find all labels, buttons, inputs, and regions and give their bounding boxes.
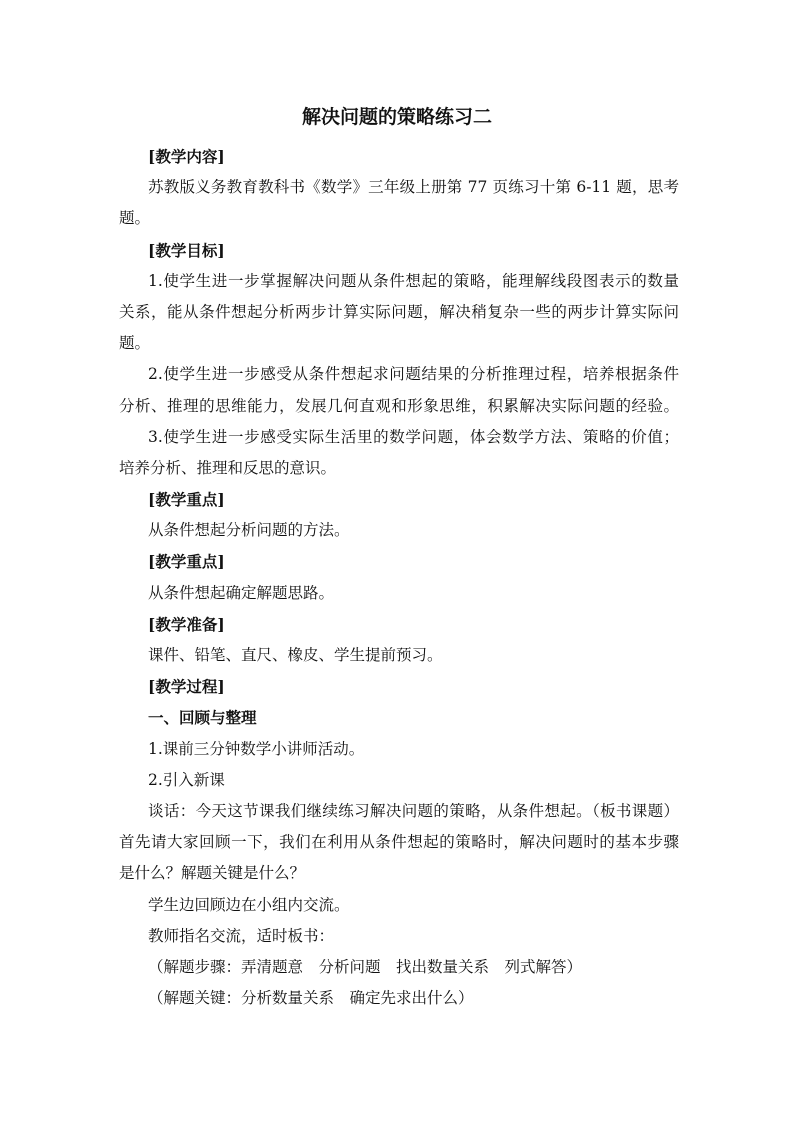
text-line: 从条件想起确定解题思路。 bbox=[148, 583, 335, 602]
text-line: 2.引入新课 bbox=[148, 770, 225, 789]
section-heading: [教学重点] bbox=[148, 490, 225, 510]
text-line: 课件、铅笔、直尺、橡皮、学生提前预习。 bbox=[148, 646, 443, 664]
section-heading: 一、回顾与整理 bbox=[148, 708, 257, 728]
text-line: 是什么？解题关键是什么？ bbox=[119, 864, 306, 883]
text-line: 首先请大家回顾一下，我们在利用从条件想起的策略时，解决问题时的基本步骤 bbox=[119, 833, 679, 852]
section-heading: [教学内容] bbox=[148, 147, 225, 166]
document-title: 解决问题的策略练习二 bbox=[301, 106, 492, 128]
document-body bbox=[119, 141, 679, 1014]
text-line: （解题步骤：弄清题意 分析问题 找出数量关系 列式解答） bbox=[148, 957, 583, 976]
text-line: 题。 bbox=[119, 334, 151, 353]
text-line: 苏教版义务教育教科书《数学》三年级上册第 77 页练习十第 6-11 题，思考 bbox=[148, 178, 679, 197]
text-line: 1.课前三分钟数学小讲师活动。 bbox=[148, 739, 365, 758]
section-heading: [教学目标] bbox=[148, 240, 225, 260]
text-line: （解题关键：分析数量关系 确定先求出什么） bbox=[148, 989, 474, 1008]
section-heading: [教学重点] bbox=[148, 552, 225, 572]
text-line: 题。 bbox=[119, 209, 151, 228]
text-line: 学生边回顾边在小组内交流。 bbox=[148, 895, 350, 914]
section-heading: [教学准备] bbox=[148, 614, 225, 634]
text-line: 谈话：今天这节课我们继续练习解决问题的策略，从条件想起。（板书课题） bbox=[148, 801, 679, 820]
text-line: 1.使学生进一步掌握解决问题从条件想起的策略，能理解线段图表示的数量 bbox=[148, 271, 679, 290]
text-line: 分析、推理的思维能力，发展几何直观和形象思维，积累解决实际问题的经验。 bbox=[119, 396, 679, 415]
text-line: 2.使学生进一步感受从条件想起求问题结果的分析推理过程，培养根据条件 bbox=[148, 365, 679, 384]
text-line: 教师指名交流，适时板书： bbox=[148, 926, 335, 945]
text-line: 从条件想起分析问题的方法。 bbox=[148, 521, 350, 540]
text-line: 关系，能从条件想起分析两步计算实际问题，解决稍复杂一些的两步计算实际问 bbox=[119, 302, 679, 321]
section-heading: [教学过程] bbox=[148, 677, 225, 697]
text-line: 3.使学生进一步感受实际生活里的数学问题，体会数学方法、策略的价值； bbox=[148, 427, 679, 446]
text-line: 培养分析、推理和反思的意识。 bbox=[119, 458, 337, 477]
